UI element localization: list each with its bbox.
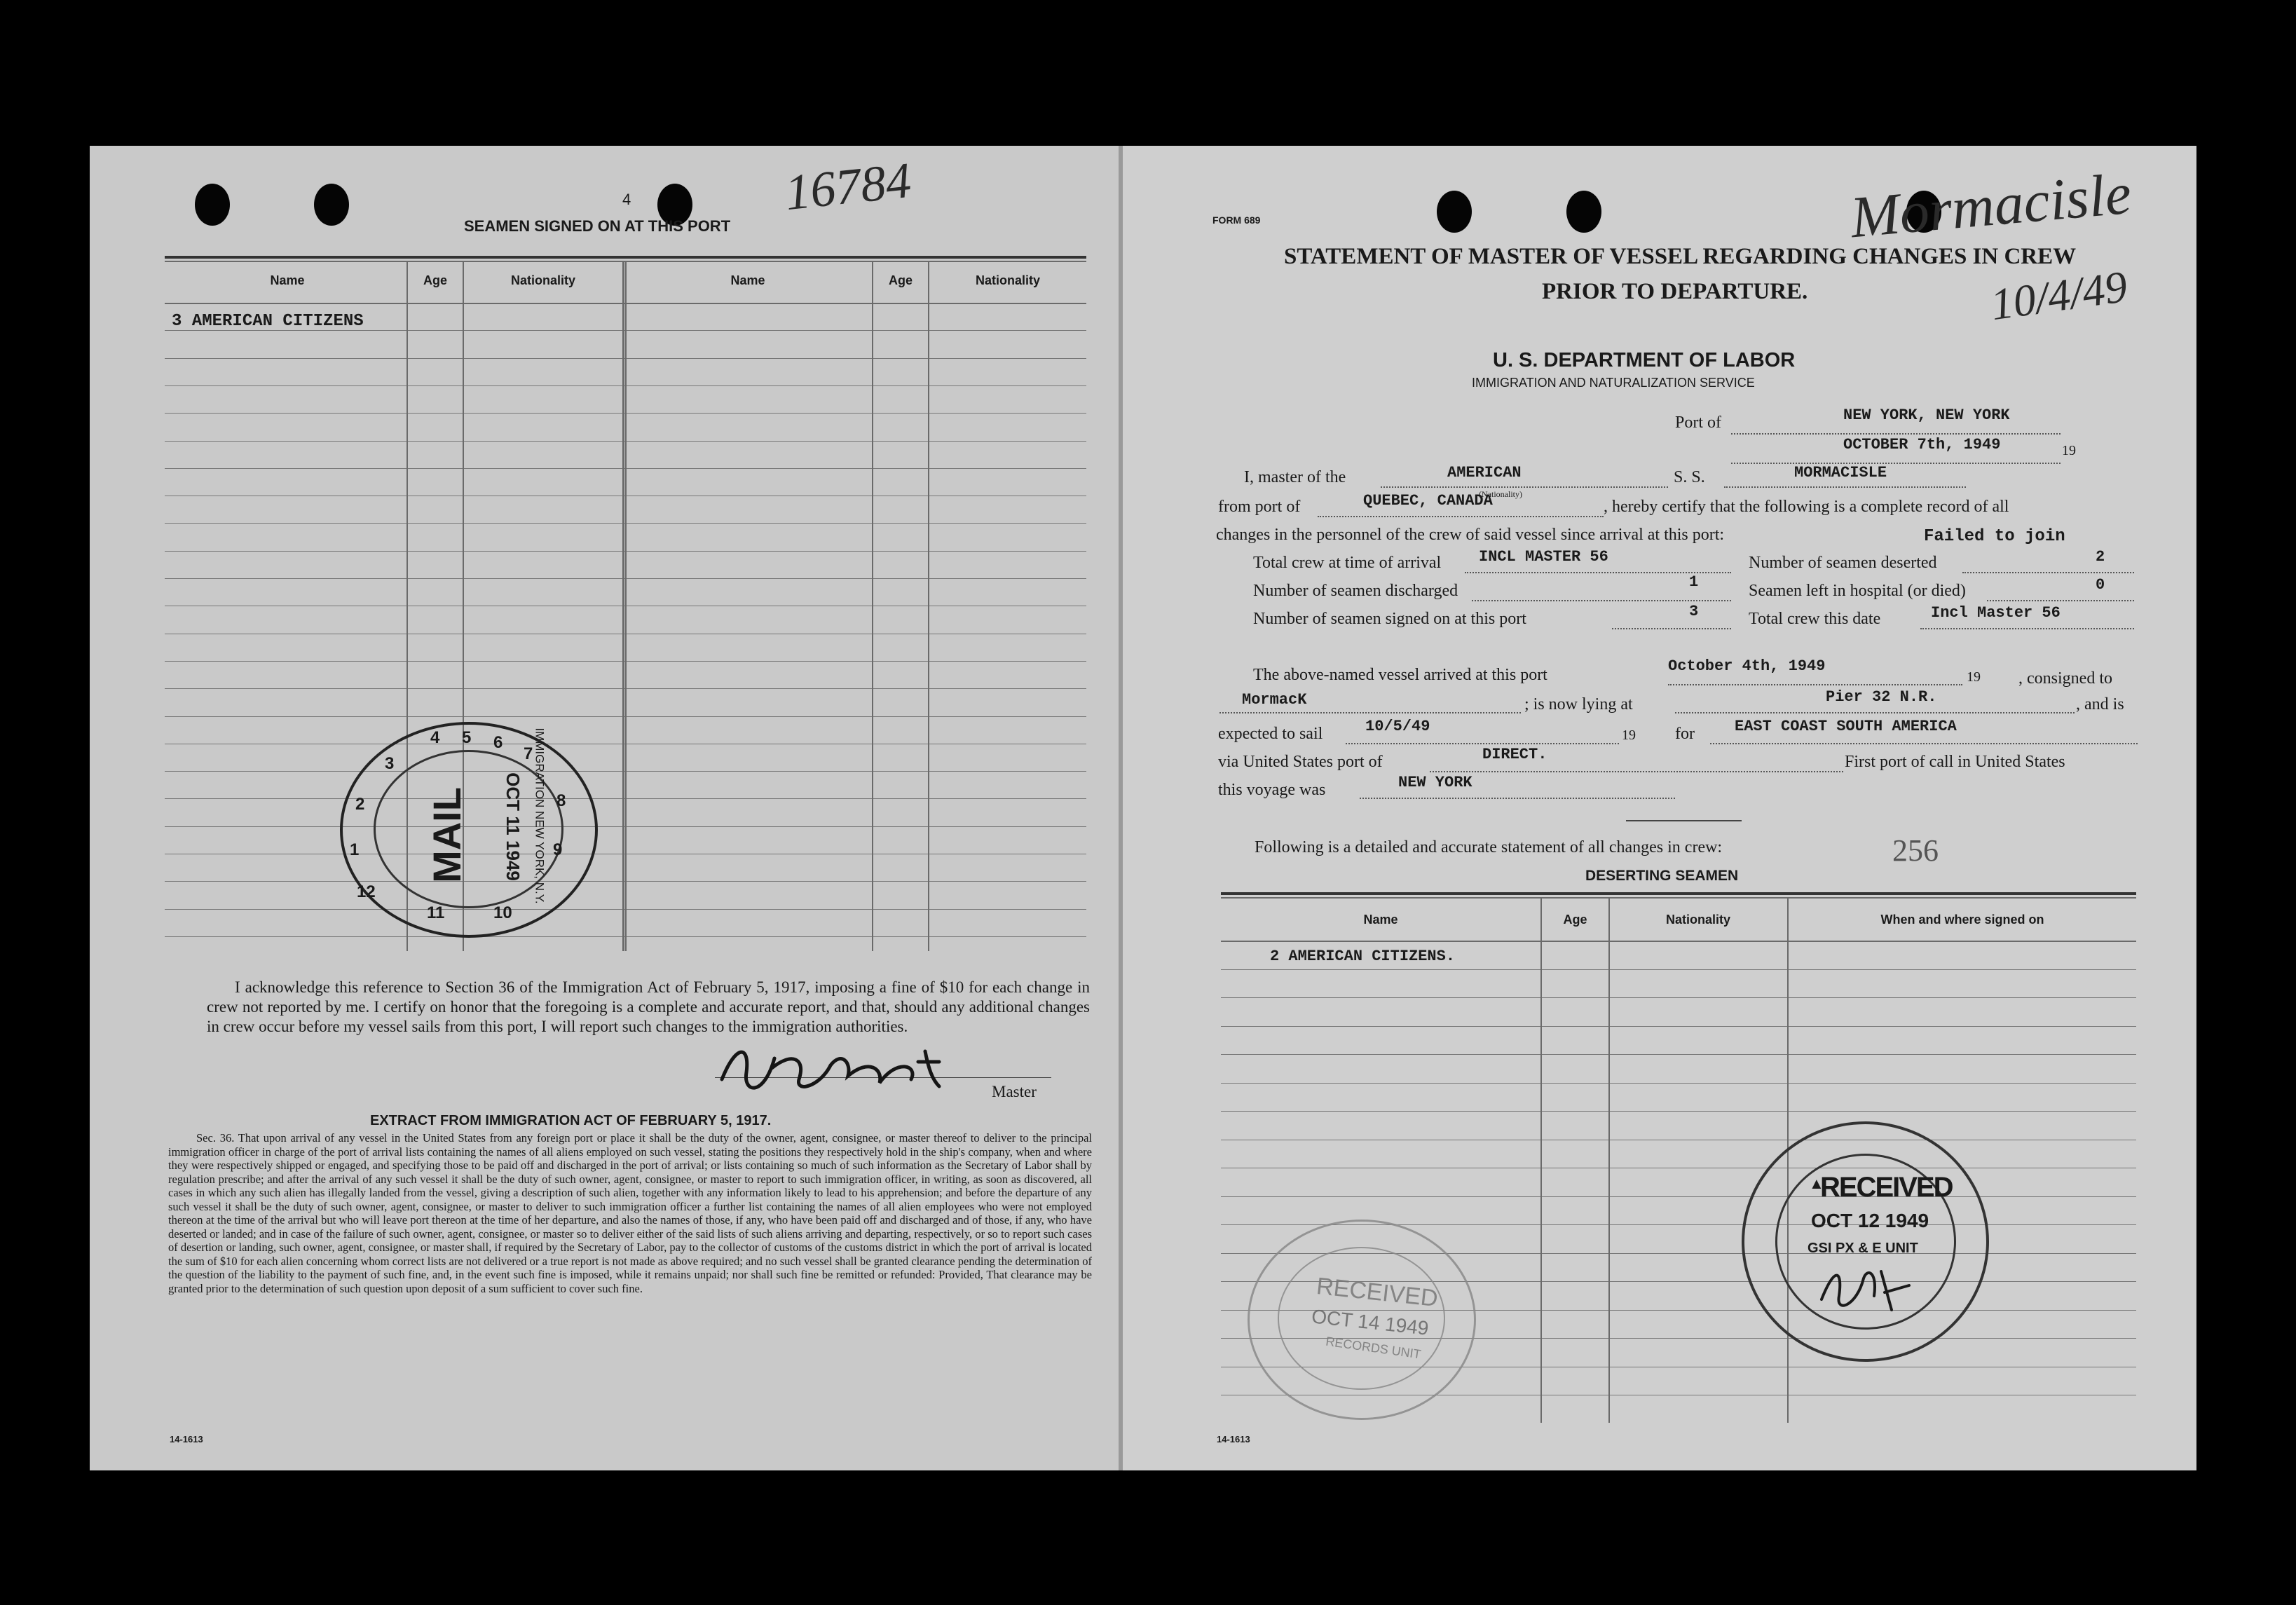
stamp-ring-number: 2	[355, 795, 365, 814]
consigned-label: , consigned to	[2018, 669, 2112, 688]
from-port-value: QUEBEC, CANADA	[1363, 492, 1493, 510]
handwritten-date: 10/4/49	[1987, 261, 2131, 330]
port-label: Port of	[1675, 414, 1721, 432]
column-header-age: Age	[888, 273, 913, 287]
page-number: 4	[622, 191, 631, 208]
total-date-value: Incl Master 56	[1931, 604, 2061, 622]
table-rule-line	[1221, 1026, 2136, 1027]
nationality-caption: (Nationality)	[1479, 489, 1522, 499]
voyage-label: this voyage was	[1218, 781, 1326, 799]
punch-hole	[1566, 191, 1601, 233]
pier-value: Pier 32 N.R.	[1826, 688, 1937, 706]
signed-on-label: Number of seamen signed on at this port	[1253, 610, 1526, 628]
stamp-ring-number: 12	[357, 882, 376, 901]
stamp-text: RECEIVED	[1820, 1172, 1953, 1203]
master-signature	[708, 1030, 1002, 1107]
mail-stamp-agency: IMMIGRATION NEW YORK, N.Y.	[533, 728, 547, 904]
consignee-value: MormacK	[1242, 691, 1307, 709]
table-row-entry: 2 AMERICAN CITIZENS.	[1270, 948, 1456, 965]
for-label: for	[1675, 725, 1695, 743]
certify-text: , hereby certify that the following is a complete record of all	[1604, 498, 2009, 516]
total-arrival-label: Total crew at time of arrival	[1253, 554, 1442, 572]
stamp-unit: RECORDS UNIT	[1325, 1334, 1422, 1362]
table-rule-line	[1221, 1083, 2136, 1084]
lying-label: ; is now lying at	[1524, 695, 1633, 713]
expected-year-suffix: 19	[1622, 728, 1636, 743]
arrived-value: October 4th, 1949	[1668, 657, 1826, 675]
received-stamp-records	[1248, 1220, 1476, 1420]
from-port-label: from port of	[1218, 498, 1301, 516]
stamp-date: OCT 14 1949	[1310, 1305, 1430, 1339]
stamp-ring-number: 6	[493, 733, 503, 752]
changes-text: changes in the personnel of the crew of said vessel since arrival at this port:	[1216, 526, 1725, 544]
column-header-name: Name	[270, 273, 305, 287]
table-rule-line	[1221, 997, 2136, 998]
form-number: FORM 689	[1212, 214, 1261, 226]
ss-label: S. S.	[1674, 468, 1705, 486]
expected-label: expected to sail	[1218, 725, 1323, 743]
deserted-label: Number of seamen deserted	[1749, 554, 1937, 572]
left-form-code: 14-1613	[170, 1434, 203, 1444]
failed-to-join-note: Failed to join	[1924, 527, 2065, 546]
column-header-age: Age	[423, 273, 447, 287]
acknowledgement-paragraph: I acknowledge this reference to Section 36 of the Immigration Act of February 5, 1917, imposing a fine of $10 for each change in crew not reported by me. I certify on honor that the foregoing is a complete and accurate report, and that, should any additional changes in crew occur before my vessel sails from this port, I will report such changes to the immigration authorities.	[207, 978, 1090, 1035]
date-value: OCTOBER 7th, 1949	[1843, 436, 2001, 453]
handwritten-number: 256	[1892, 833, 1939, 868]
form-title-line2: PRIOR TO DEPARTURE.	[1542, 279, 1808, 304]
column-header-when-where: When and where signed on	[1880, 913, 2044, 927]
arrived-year-suffix: 19	[1967, 669, 1981, 685]
stamp-ring-number: 8	[556, 791, 566, 810]
punch-hole	[195, 184, 230, 226]
deserted-value: 2	[2096, 548, 2105, 566]
arrived-label: The above-named vessel arrived at this port	[1253, 666, 1547, 684]
table-rule-line	[1221, 1054, 2136, 1055]
handwritten-file-number: 16784	[782, 151, 914, 221]
table-rule-line	[1221, 969, 2136, 970]
destination-value: EAST COAST SOUTH AMERICA	[1735, 718, 1957, 735]
form-title-line1: STATEMENT OF MASTER OF VESSEL REGARDING CHANGES IN CREW	[1284, 244, 2077, 269]
column-header-age: Age	[1563, 913, 1587, 927]
port-value: NEW YORK, NEW YORK	[1843, 407, 2010, 424]
punch-hole	[1437, 191, 1472, 233]
date-suffix: 19	[2062, 443, 2076, 458]
discharged-label: Number of seamen discharged	[1253, 582, 1458, 600]
ship-name-value: MORMACISLE	[1794, 464, 1887, 482]
expected-value: 10/5/49	[1365, 718, 1430, 735]
table-rule-line	[1221, 1111, 2136, 1112]
total-arrival-value: INCL MASTER 56	[1479, 548, 1608, 566]
deserting-seamen-title: DESERTING SEAMEN	[1585, 868, 1739, 884]
department-name: U. S. DEPARTMENT OF LABOR	[1493, 349, 1796, 371]
discharged-value: 1	[1689, 573, 1699, 591]
extract-text: Sec. 36. That upon arrival of any vessel in the United States from any foreign port or place it shall be the duty of the owner, agent, consignee, or master thereof to deliver to the principal immigration officer in charge of the port of arrival lists containing the names of all aliens employed on such vessel, stating the positions they respectively hold in the ship's company, when and where they were respectively shipped or engaged, and specifying those to be paid off and discharged in the port of arrival; or lists containing so much of such information as the Secretary of Labor shall by regulation prescribe; and after the arrival of any such vessel it shall be the duty of such owner, agent, consignee, or master to report to such immigration officer, in writing, as soon as discovered, all cases in which any such alien has illegally landed from the vessel, giving a description of such alien, together with any information likely to lead to his apprehension; and before the departure of any such vessel it shall be the duty of such owner, agent, consignee, or master to deliver to such immigration officer a further list containing the names of all alien employees who were not employed thereon at the time of the arrival but who will leave port thereon at the time of her departure, and also the names of those, if any, who have been paid off and discharged and of those, if any, who have deserted or landed; and in case of the failure of such owner, agent, consignee, or master so to deliver either of the said lists of such aliens arriving and departing, respectively, or so to report such cases of desertion or landing, such owner, agent, consignee, or master shall, if required by the Secretary of Labor, pay to the collector of customs of the customs district in which the port of arrival is located the sum of $10 for each alien concerning whom correct lists are not delivered or a true report is not made as above required; and no such vessel shall be granted clearance pending the determination of the question of the liability to the payment of such fine, and, in the event such fine is imposed, while it remains unpaid; nor shall such fine be remitted or refunded: Provided, That clearance may be granted prior to the determination of such question upon deposit of a sum sufficient to cover such fine.	[168, 1131, 1092, 1295]
left-page-title: SEAMEN SIGNED ON AT THIS PORT	[464, 217, 731, 235]
stamp-initials	[1815, 1257, 1920, 1320]
handwritten-vessel-name: Mormacisle	[1847, 160, 2134, 251]
total-date-label: Total crew this date	[1749, 610, 1881, 628]
right-form-code: 14-1613	[1217, 1434, 1250, 1444]
stamp-text: RECEIVED	[1315, 1273, 1440, 1312]
mail-stamp-date: OCT 11 1949	[502, 772, 524, 881]
stamp-ring-number: 7	[524, 744, 533, 763]
nationality-value: AMERICAN	[1447, 464, 1522, 482]
and-is-label: , and is	[2076, 695, 2124, 713]
following-text: Following is a detailed and accurate statement of all changes in crew:	[1255, 838, 1723, 856]
via-label: via United States port of	[1218, 753, 1383, 771]
voyage-value: NEW YORK	[1398, 774, 1472, 791]
stamp-ring-number: 9	[553, 840, 563, 859]
column-header-nationality: Nationality	[975, 273, 1040, 287]
column-header-name: Name	[730, 273, 765, 287]
column-header-nationality: Nationality	[510, 273, 575, 287]
stamp-ring-number: 10	[493, 903, 512, 922]
mail-stamp	[340, 722, 598, 938]
signed-on-value: 3	[1689, 603, 1699, 620]
hospital-label: Seamen left in hospital (or died)	[1749, 582, 1966, 600]
stamp-ring-number: 5	[462, 728, 472, 747]
stamp-unit: GSI PX & E UNIT	[1808, 1241, 1918, 1256]
via-value: DIRECT.	[1482, 746, 1547, 763]
table-rule-line	[1221, 1196, 2136, 1197]
stamp-ring-number: 1	[350, 840, 360, 859]
received-stamp-gsi: ▲ RECEIVED OCT 12 1949 GSI PX & E UNIT	[1742, 1121, 1989, 1362]
hospital-value: 0	[2096, 576, 2105, 594]
master-label: Master	[992, 1083, 1037, 1100]
stamp-ring-number: 11	[427, 903, 445, 922]
stamp-ring-number: 3	[385, 754, 395, 773]
punch-hole	[314, 184, 349, 226]
master-of-label: I, master of the	[1244, 468, 1346, 486]
page-gutter	[1119, 146, 1123, 1470]
column-header-name: Name	[1363, 913, 1398, 927]
first-port-label: First port of call in United States	[1845, 753, 2065, 771]
table-row-entry: 3 AMERICAN CITIZENS	[172, 312, 364, 331]
service-name: IMMIGRATION AND NATURALIZATION SERVICE	[1472, 376, 1755, 390]
stamp-date: OCT 12 1949	[1811, 1210, 1929, 1231]
extract-title: EXTRACT FROM IMMIGRATION ACT OF FEBRUARY 5, 1917.	[370, 1113, 772, 1128]
mail-stamp-text: MAIL	[424, 787, 469, 883]
stamp-ring-number: 4	[430, 728, 440, 747]
column-header-nationality: Nationality	[1665, 913, 1730, 927]
